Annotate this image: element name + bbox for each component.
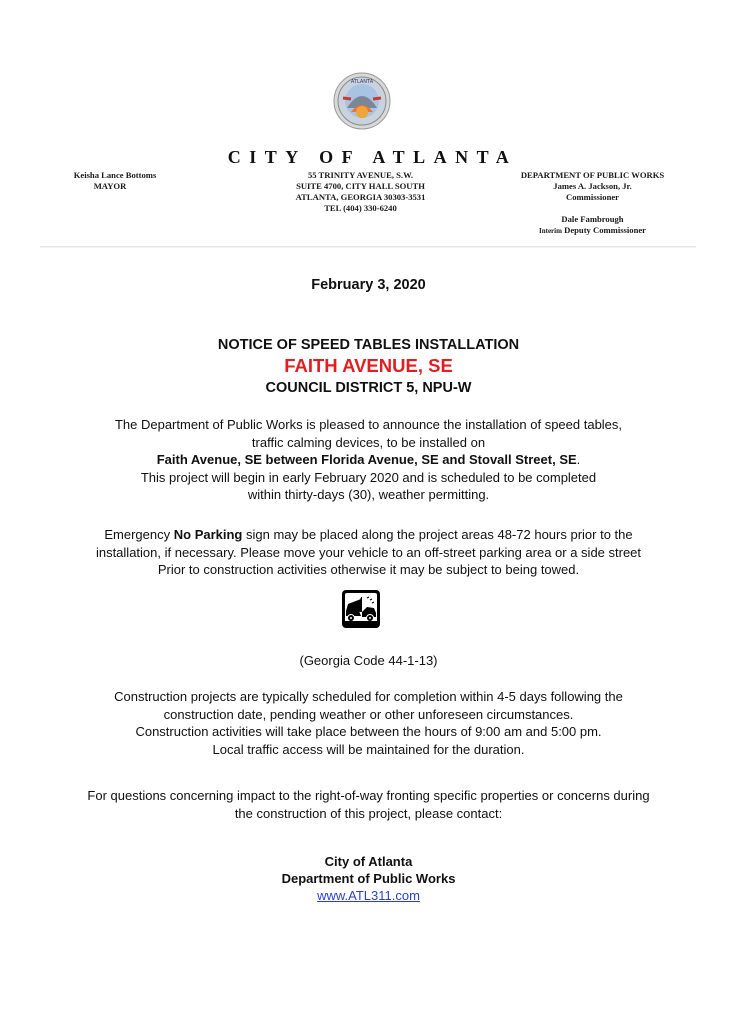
address-line: ATLANTA, GEORGIA 30303-3531 <box>295 192 426 202</box>
paragraph-line: The Department of Public Works is pleased to announce the installation of speed tables, <box>114 417 623 432</box>
georgia-code: (Georgia Code 44-1-13) <box>299 653 438 668</box>
paragraph-line: For questions concerning impact to the right-of-way fronting specific properties or concerns during <box>87 788 650 803</box>
header-divider <box>40 246 696 248</box>
phone-line: TEL (404) 330-6240 <box>324 203 397 213</box>
commissioner-name: James A. Jackson, Jr. <box>553 181 632 191</box>
notice-date: February 3, 2020 <box>311 277 426 293</box>
paragraph-line: This project will begin in early February 2020 and is scheduled to be completed <box>140 469 597 485</box>
parking-paragraph <box>30 526 707 579</box>
paragraph-line: traffic calming devices, to be installed on <box>251 434 486 450</box>
paragraph-line: Local traffic access will be maintained for the duration. <box>212 741 525 757</box>
paragraph-line <box>30 451 707 469</box>
mayor-block <box>40 170 190 192</box>
paragraph-line <box>30 526 707 544</box>
atl311-link[interactable]: www.ATL311.com <box>317 888 420 903</box>
city-title: CITY OF ATLANTA <box>227 147 518 167</box>
commissioner-title: Commissioner <box>566 192 619 202</box>
no-parking-text: No Parking <box>173 527 243 542</box>
paragraph-line: Prior to construction activities otherwise it may be subject to being towed. <box>157 562 580 577</box>
svg-text:ATLANTA: ATLANTA <box>350 79 374 85</box>
address-block <box>258 170 463 214</box>
department-name: DEPARTMENT OF PUBLIC WORKS <box>520 170 665 180</box>
department-block <box>495 170 690 237</box>
schedule-paragraph <box>30 688 707 758</box>
mayor-title: MAYOR <box>93 181 127 191</box>
deputy-title-text: Deputy Commissioner <box>564 225 646 235</box>
project-location: Faith Avenue, SE between Florida Avenue, SE and Stovall Street, SE <box>156 452 577 467</box>
city-seal-logo <box>333 72 391 130</box>
text-segment: sign may be placed along the project areas 48-72 hours prior to the <box>242 527 633 542</box>
address-line: 55 TRINITY AVENUE, S.W. <box>307 170 414 180</box>
period: . <box>576 452 581 467</box>
contact-org: City of Atlanta <box>324 854 413 869</box>
contact-dept: Department of Public Works <box>281 871 456 886</box>
deputy-title <box>495 225 690 237</box>
paragraph-line: installation, if necessary. Please move your vehicle to an off-street parking area or a side street <box>95 544 642 560</box>
street-name: FAITH AVENUE, SE <box>284 355 453 376</box>
deputy-title-prefix: Interim <box>539 227 562 235</box>
paragraph-line: construction date, pending weather or other unforeseen circumstances. <box>163 706 574 722</box>
questions-paragraph <box>30 787 707 822</box>
tow-truck-icon <box>341 589 381 629</box>
deputy-name: Dale Fambrough <box>561 214 624 224</box>
mayor-name: Keisha Lance Bottoms <box>73 170 157 180</box>
paragraph-line: Construction projects are typically scheduled for completion within 4-5 days following the <box>114 689 623 704</box>
council-district: COUNCIL DISTRICT 5, NPU-W <box>265 380 472 396</box>
notice-title: NOTICE OF SPEED TABLES INSTALLATION <box>217 337 520 353</box>
address-line: SUITE 4700, CITY HALL SOUTH <box>296 181 425 191</box>
paragraph-line: Construction activities will take place between the hours of 9:00 am and 5:00 pm. <box>135 724 602 739</box>
text-segment: Emergency <box>104 527 174 542</box>
announcement-paragraph <box>30 416 707 504</box>
paragraph-line: the construction of this project, please contact: <box>234 805 503 821</box>
contact-block <box>0 853 737 904</box>
paragraph-line: within thirty-days (30), weather permitting. <box>247 487 490 502</box>
